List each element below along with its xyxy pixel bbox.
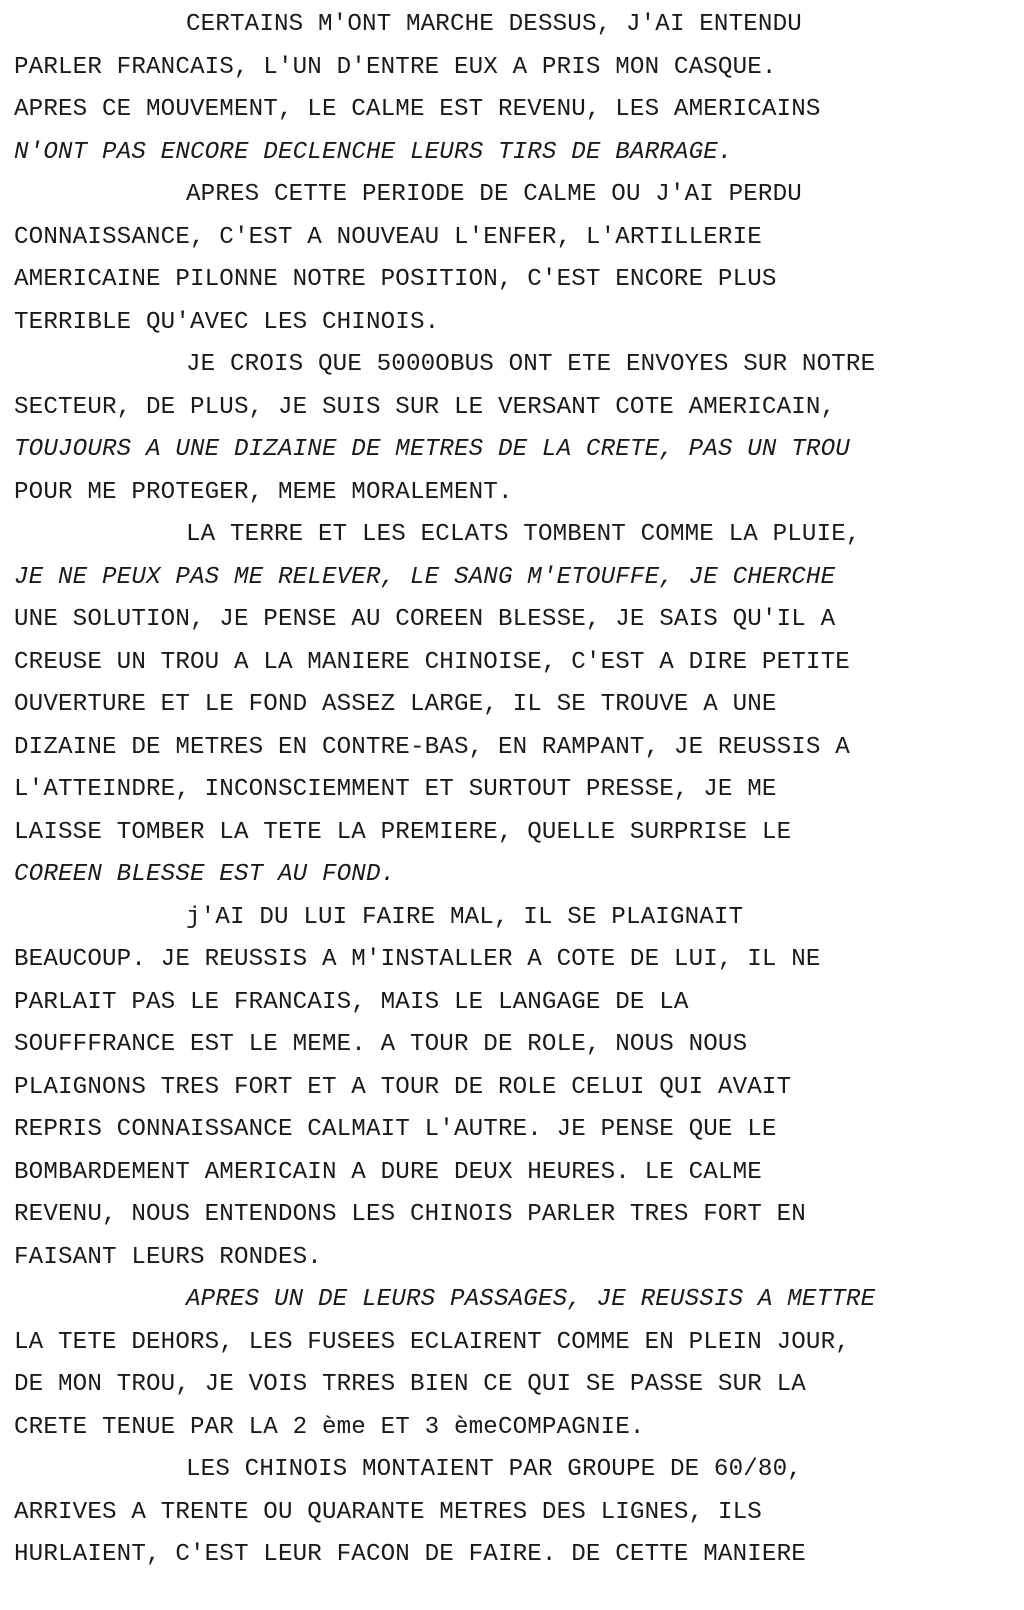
text-line: OUVERTURE ET LE FOND ASSEZ LARGE, IL SE TROUVE A UNE bbox=[14, 691, 777, 718]
text-line: UNE SOLUTION, JE PENSE AU COREEN BLESSE, JE SAIS QU'IL A bbox=[14, 606, 836, 633]
text-line: SOUFFFRANCE EST LE MEME. A TOUR DE ROLE, NOUS NOUS bbox=[14, 1031, 748, 1058]
text-line: REPRIS CONNAISSANCE CALMAIT L'AUTRE. JE PENSE QUE LE bbox=[14, 1116, 777, 1143]
text-line: DE MON TROU, JE VOIS TRRES BIEN CE QUI SE PASSE SUR LA bbox=[14, 1371, 806, 1398]
text-line: TOUJOURS A UNE DIZAINE DE METRES DE LA CRETE, PAS UN TROU bbox=[14, 436, 850, 463]
text-line: TERRIBLE QU'AVEC LES CHINOIS. bbox=[14, 308, 440, 336]
text-line: LES CHINOIS MONTAIENT PAR GROUPE DE 60/80, bbox=[186, 1456, 802, 1483]
text-line: CREUSE UN TROU A LA MANIERE CHINOISE, C'EST A DIRE PETITE bbox=[14, 648, 850, 676]
text-line: HURLAIENT, C'EST LEUR FACON DE FAIRE. DE CETTE MANIERE bbox=[14, 1541, 806, 1568]
text-line: BOMBARDEMENT AMERICAIN A DURE DEUX HEURES. LE CALME bbox=[14, 1158, 762, 1186]
text-line: DIZAINE DE METRES EN CONTRE-BAS, EN RAMPANT, JE REUSSIS A bbox=[14, 733, 850, 761]
text-line: PARLER FRANCAIS, L'UN D'ENTRE EUX A PRIS MON CASQUE. bbox=[14, 53, 777, 81]
text-line: COREEN BLESSE EST AU FOND. bbox=[14, 861, 396, 888]
text-line: CRETE TENUE PAR LA 2 ème ET 3 èmeCOMPAGNIE. bbox=[14, 1413, 645, 1441]
text-line: N'ONT PAS ENCORE DECLENCHE LEURS TIRS DE BARRAGE. bbox=[14, 138, 733, 166]
text-line: JE CROIS QUE 5000OBUS ONT ETE ENVOYES SUR NOTRE bbox=[186, 351, 876, 378]
text-line: APRES CETTE PERIODE DE CALME OU J'AI PERDU bbox=[186, 181, 802, 208]
text-line: APRES CE MOUVEMENT, LE CALME EST REVENU, LES AMERICAINS bbox=[14, 96, 821, 123]
text-line: APRES UN DE LEURS PASSAGES, JE REUSSIS A METTRE bbox=[186, 1286, 876, 1313]
text-line: PLAIGNONS TRES FORT ET A TOUR DE ROLE CELUI QUI AVAIT bbox=[14, 1073, 792, 1101]
text-line: L'ATTEINDRE, INCONSCIEMMENT ET SURTOUT PRESSE, JE ME bbox=[14, 776, 777, 803]
typewritten-page bbox=[14, 4, 1014, 1577]
text-line: CERTAINS M'ONT MARCHE DESSUS, J'AI ENTENDU bbox=[186, 11, 802, 38]
text-line: LAISSE TOMBER LA TETE LA PREMIERE, QUELLE SURPRISE LE bbox=[14, 818, 792, 846]
text-line: SECTEUR, DE PLUS, JE SUIS SUR LE VERSANT COTE AMERICAIN, bbox=[14, 393, 836, 421]
text-line: j'AI DU LUI FAIRE MAL, IL SE PLAIGNAIT bbox=[186, 903, 744, 931]
text-line: AMERICAINE PILONNE NOTRE POSITION, C'EST ENCORE PLUS bbox=[14, 266, 777, 293]
text-line: LA TETE DEHORS, LES FUSEES ECLAIRENT COMME EN PLEIN JOUR, bbox=[14, 1328, 850, 1356]
text-line: FAISANT LEURS RONDES. bbox=[14, 1243, 322, 1271]
text-line: PARLAIT PAS LE FRANCAIS, MAIS LE LANGAGE DE LA bbox=[14, 988, 689, 1016]
text-line: JE NE PEUX PAS ME RELEVER, LE SANG M'ETOUFFE, JE CHERCHE bbox=[14, 563, 836, 591]
text-line: LA TERRE ET LES ECLATS TOMBENT COMME LA PLUIE, bbox=[186, 521, 861, 548]
text-line: CONNAISSANCE, C'EST A NOUVEAU L'ENFER, L'ARTILLERIE bbox=[14, 223, 762, 251]
text-line: REVENU, NOUS ENTENDONS LES CHINOIS PARLER TRES FORT EN bbox=[14, 1201, 806, 1228]
text-line: POUR ME PROTEGER, MEME MORALEMENT. bbox=[14, 478, 513, 506]
text-line: ARRIVES A TRENTE OU QUARANTE METRES DES LIGNES, ILS bbox=[14, 1498, 762, 1526]
text-line: BEAUCOUP. JE REUSSIS A M'INSTALLER A COTE DE LUI, IL NE bbox=[14, 946, 821, 973]
